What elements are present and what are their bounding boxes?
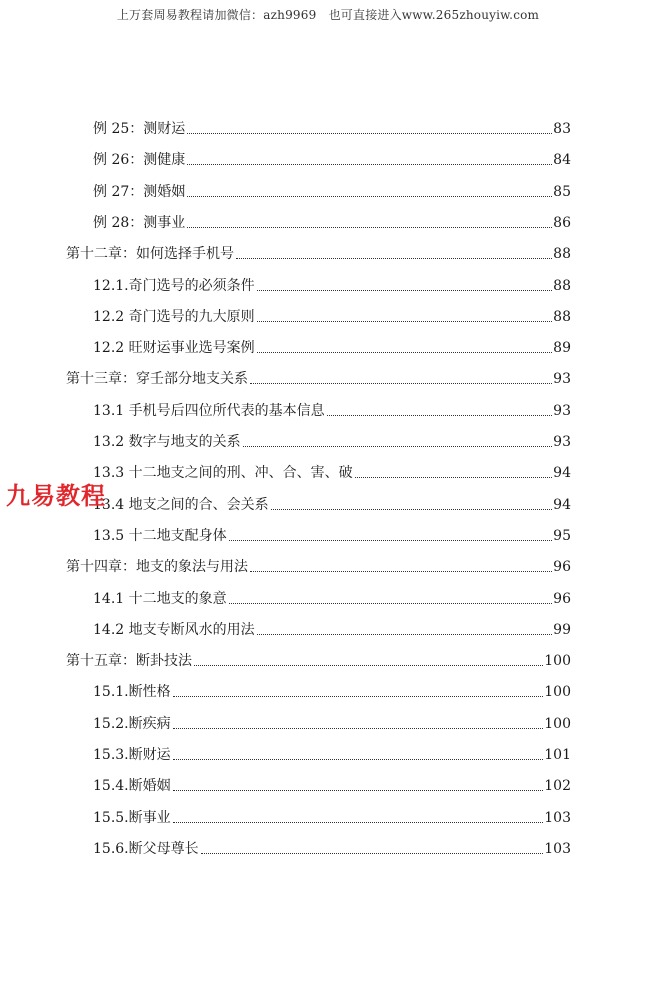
toc-entry-label: 12.2 旺财运事业选号案例 bbox=[93, 340, 255, 357]
toc-section-entry[interactable] bbox=[93, 709, 571, 733]
toc-entry-label: 第十三章：穿壬部分地支关系 bbox=[66, 371, 248, 388]
page-header: 上万套周易教程请加微信：azh9969 也可直接进入www.265zhouyiw.com bbox=[116, 8, 540, 22]
toc-page-number: 100 bbox=[544, 715, 571, 732]
toc-entry-label: 例 27：测婚姻 bbox=[93, 183, 186, 200]
toc-entry-label: 12.2 奇门选号的九大原则 bbox=[93, 308, 255, 325]
toc-section-entry[interactable] bbox=[93, 177, 571, 201]
toc-section-entry[interactable] bbox=[93, 333, 571, 357]
toc-dot-leader bbox=[187, 227, 552, 228]
toc-dot-leader bbox=[257, 634, 553, 635]
toc-entry-label: 13.1 手机号后四位所代表的基本信息 bbox=[93, 402, 325, 419]
toc-entry-label: 12.1.奇门选号的必须条件 bbox=[93, 277, 255, 294]
toc-chapter-entry[interactable] bbox=[66, 646, 571, 670]
toc-entry-label: 13.5 十二地支配身体 bbox=[93, 527, 227, 544]
toc-section-entry[interactable] bbox=[93, 803, 571, 827]
toc-entry-label: 13.2 数字与地支的关系 bbox=[93, 434, 241, 450]
toc-section-entry[interactable] bbox=[93, 396, 571, 420]
toc-section-entry[interactable] bbox=[93, 584, 571, 608]
toc-entry-label: 15.2.断疾病 bbox=[93, 715, 171, 732]
toc-page-number: 94 bbox=[553, 465, 571, 482]
toc-page-number: 85 bbox=[553, 183, 571, 200]
toc-dot-leader bbox=[229, 603, 553, 604]
toc-dot-leader bbox=[173, 790, 544, 791]
toc-page-number: 93 bbox=[553, 371, 571, 388]
toc-chapter-entry[interactable] bbox=[66, 552, 571, 576]
toc-section-entry[interactable] bbox=[93, 490, 571, 514]
toc-dot-leader bbox=[187, 133, 552, 134]
toc-entry-label: 例 26：测健康 bbox=[93, 152, 186, 169]
toc-entry-label: 例 25：测财运 bbox=[93, 121, 186, 137]
toc-entry-label: 13.3 十二地支之间的刑、冲、合、害、破 bbox=[93, 465, 353, 482]
toc-dot-leader bbox=[271, 509, 553, 510]
toc-entry-label: 14.2 地支专断风水的用法 bbox=[93, 621, 255, 638]
toc-entry-label: 14.1 十二地支的象意 bbox=[93, 590, 227, 607]
toc-dot-leader bbox=[355, 477, 553, 478]
toc-section-entry[interactable] bbox=[93, 271, 571, 295]
toc-page-number: 103 bbox=[544, 809, 571, 826]
toc-entry-label: 15.5.断事业 bbox=[93, 809, 171, 826]
toc-section-entry[interactable] bbox=[93, 458, 571, 482]
toc-dot-leader bbox=[229, 540, 553, 541]
toc-dot-leader bbox=[236, 258, 552, 259]
toc-dot-leader bbox=[250, 383, 552, 384]
toc-dot-leader bbox=[257, 290, 553, 291]
toc-page-number: 93 bbox=[553, 402, 571, 419]
toc-dot-leader bbox=[173, 728, 544, 729]
toc-page-number: 100 bbox=[544, 653, 571, 670]
toc-section-entry[interactable] bbox=[93, 615, 571, 639]
toc-page-number: 95 bbox=[553, 527, 571, 544]
toc-page-number: 88 bbox=[553, 277, 571, 294]
toc-section-entry[interactable] bbox=[93, 834, 571, 858]
toc-dot-leader bbox=[257, 352, 553, 353]
toc-entry-label: 15.1.断性格 bbox=[93, 684, 171, 701]
toc-dot-leader bbox=[243, 446, 553, 447]
toc-dot-leader bbox=[187, 164, 552, 165]
toc-section-entry[interactable] bbox=[93, 427, 571, 451]
toc-dot-leader bbox=[257, 321, 553, 322]
toc-section-entry[interactable] bbox=[93, 145, 571, 169]
toc-entry-label: 第十五章：断卦技法 bbox=[66, 653, 192, 670]
toc-page-number: 89 bbox=[553, 340, 571, 357]
toc-page-number: 88 bbox=[553, 308, 571, 325]
toc-dot-leader bbox=[194, 665, 543, 666]
toc-page-number: 102 bbox=[544, 778, 571, 795]
toc-entry-label: 15.6.断父母尊长 bbox=[93, 840, 199, 857]
toc-page-number: 101 bbox=[544, 747, 571, 763]
toc-entry-label: 第十二章：如何选择手机号 bbox=[66, 246, 234, 263]
toc-page-number: 93 bbox=[553, 434, 571, 450]
toc-section-entry[interactable] bbox=[93, 521, 571, 545]
toc-section-entry[interactable] bbox=[93, 740, 571, 764]
watermark-logo: 九易教程 bbox=[6, 482, 106, 510]
toc-page-number: 96 bbox=[553, 590, 571, 607]
toc-page-number: 88 bbox=[553, 246, 571, 263]
toc-section-entry[interactable] bbox=[93, 771, 571, 795]
toc-dot-leader bbox=[173, 759, 544, 760]
toc-page-number: 86 bbox=[553, 214, 571, 231]
toc-chapter-entry[interactable] bbox=[66, 364, 571, 388]
toc-section-entry[interactable] bbox=[93, 302, 571, 326]
toc-dot-leader bbox=[201, 853, 544, 854]
toc-section-entry[interactable] bbox=[93, 114, 571, 138]
toc-page-number: 103 bbox=[544, 840, 571, 857]
toc-page-number: 84 bbox=[553, 152, 571, 169]
toc-entry-label: 第十四章：地支的象法与用法 bbox=[66, 559, 248, 576]
toc-entry-label: 13.4 地支之间的合、会关系 bbox=[93, 496, 269, 513]
toc-dot-leader bbox=[173, 696, 544, 697]
toc-dot-leader bbox=[250, 571, 552, 572]
toc-entry-label: 例 28：测事业 bbox=[93, 214, 186, 231]
toc-page-number: 96 bbox=[553, 559, 571, 576]
toc-entry-label: 15.3.断财运 bbox=[93, 747, 171, 763]
toc-page-number: 99 bbox=[553, 621, 571, 638]
toc-page-number: 100 bbox=[544, 684, 571, 701]
toc-entry-label: 15.4.断婚姻 bbox=[93, 778, 171, 795]
toc-page-number: 83 bbox=[553, 121, 571, 137]
toc-dot-leader bbox=[327, 415, 553, 416]
toc-section-entry[interactable] bbox=[93, 677, 571, 701]
toc-section-entry[interactable] bbox=[93, 208, 571, 232]
toc-dot-leader bbox=[173, 822, 544, 823]
toc-chapter-entry[interactable] bbox=[66, 239, 571, 263]
toc-page-number: 94 bbox=[553, 496, 571, 513]
toc-dot-leader bbox=[187, 196, 552, 197]
